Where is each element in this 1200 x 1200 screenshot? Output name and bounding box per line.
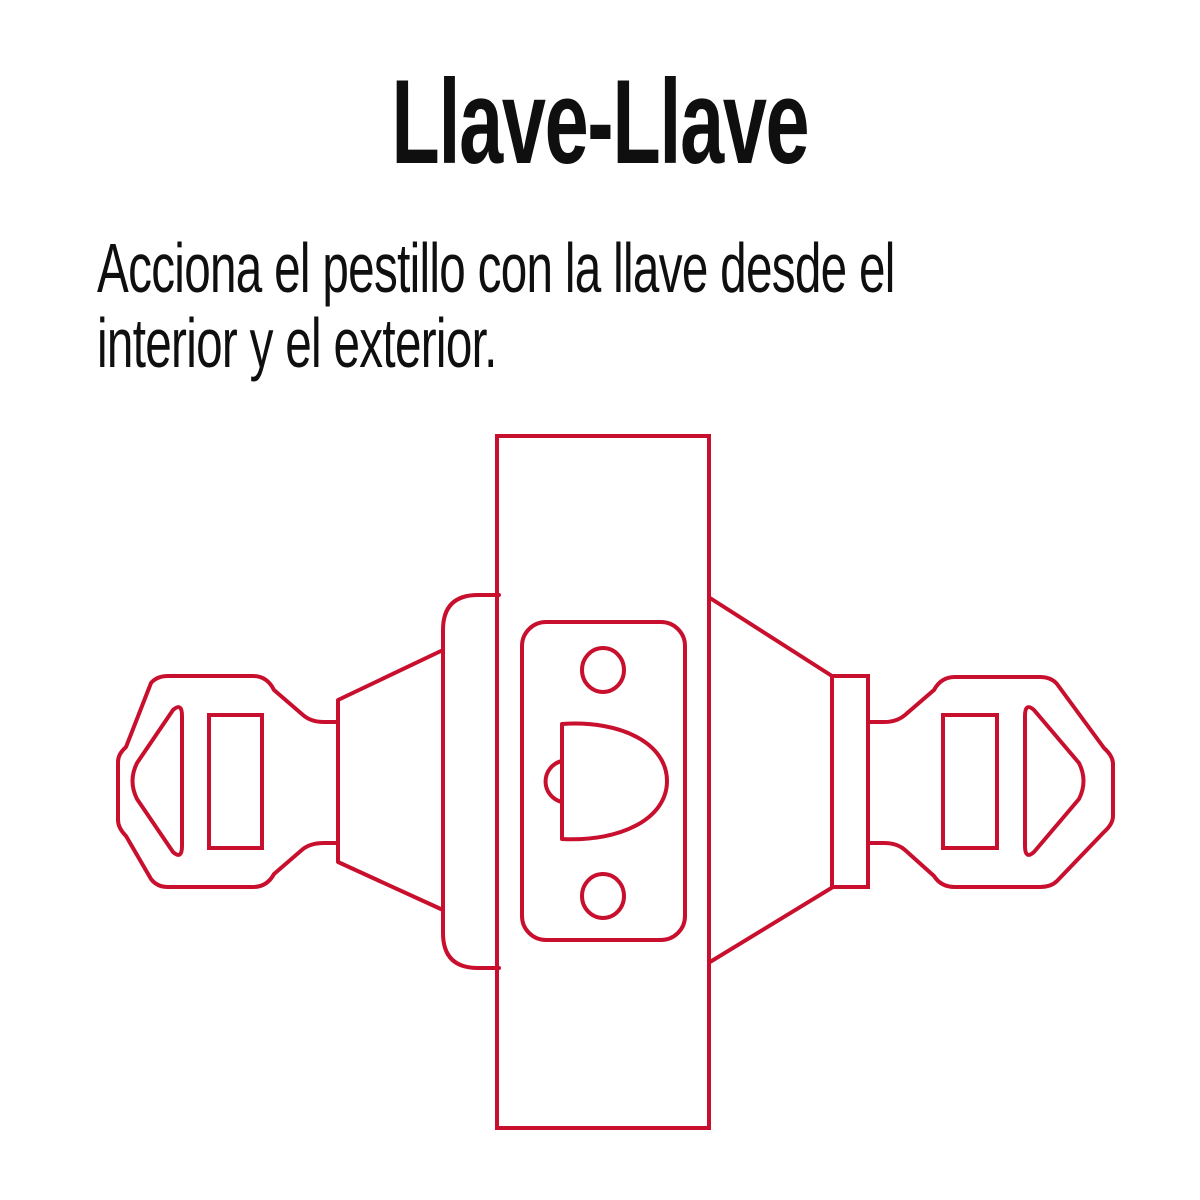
page-title-text: Llave-Llave — [391, 55, 809, 189]
right-key-triangle-hole — [1025, 707, 1084, 855]
right-key-outline — [868, 677, 1113, 887]
left-key-triangle-hole — [133, 707, 183, 855]
latch-bolt-tab — [546, 761, 562, 802]
cylinder-collar — [832, 676, 868, 887]
screw-hole-bottom — [582, 874, 624, 918]
left-cone — [338, 650, 443, 910]
left-key-rect-hole — [209, 715, 262, 848]
right-key-rect-hole — [943, 715, 997, 848]
description-line-2: interior y el exterior. — [97, 304, 497, 382]
chassis-rose — [443, 595, 499, 968]
left-key-outline — [118, 676, 338, 887]
latch-bolt — [562, 724, 667, 840]
screw-hole-top — [582, 648, 624, 692]
right-cone — [710, 598, 833, 962]
description-line-1: Acciona el pestillo con la llave desde el — [97, 229, 895, 307]
door-edge-plate — [497, 436, 709, 1128]
